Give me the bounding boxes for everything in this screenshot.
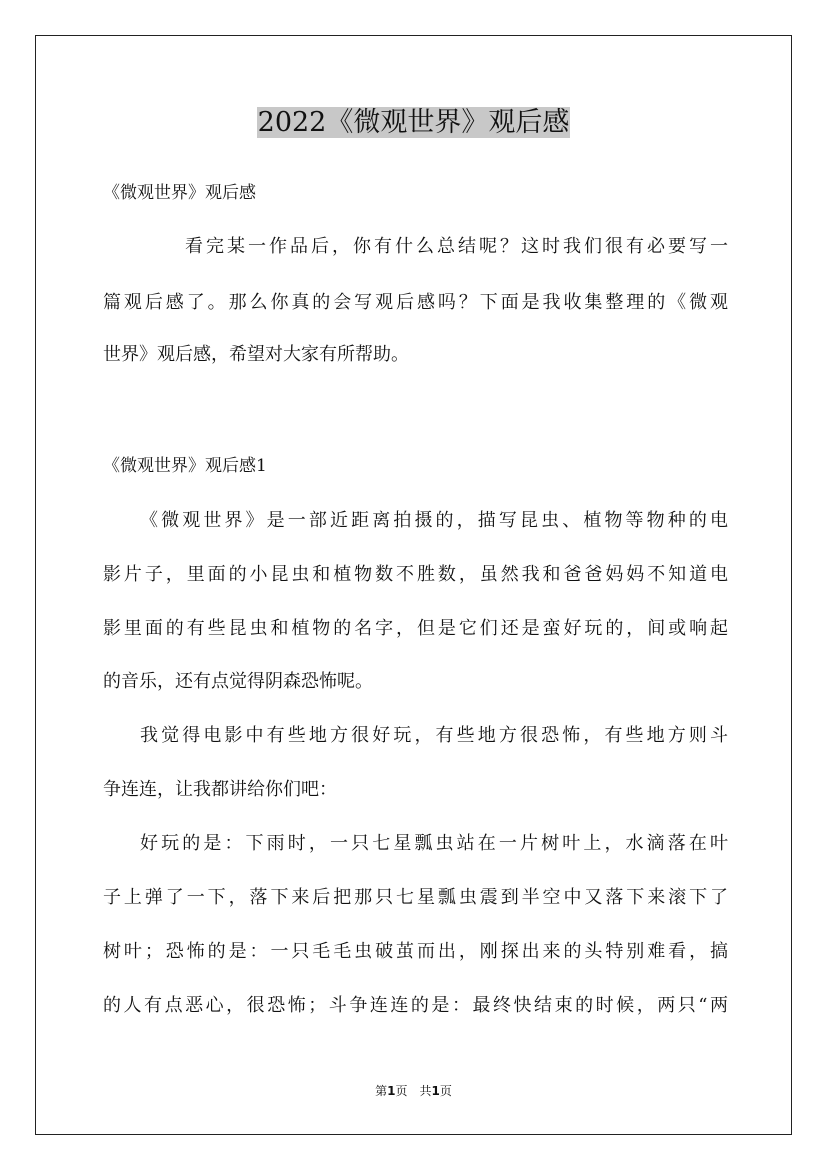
paragraph-3-line-3: 树叶；恐怖的是：一只毛毛虫破茧而出，刚探出来的头特别难看，搞 <box>103 941 728 962</box>
intro-line-1: 看完某一作品后，你有什么总结呢？这时我们很有必要写一 <box>185 236 728 257</box>
paragraph-2-line-1: 我觉得电影中有些地方很好玩，有些地方很恐怖，有些地方则斗 <box>140 725 728 746</box>
paragraph-2-line-2: 争连连，让我都讲给你们吧： <box>103 779 337 800</box>
intro-line-3: 世界》观后感，希望对大家有所帮助。 <box>103 344 409 365</box>
paragraph-1-line-2: 影片子，里面的小昆虫和植物数不胜数，虽然我和爸爸妈妈不知道电 <box>103 564 728 585</box>
page-footer <box>0 1082 827 1100</box>
page-label-mid: 页 共 <box>395 1084 432 1098</box>
intro-line-2: 篇观后感了。那么你真的会写观后感吗？下面是我收集整理的《微观 <box>103 292 728 313</box>
paragraph-3-line-1: 好玩的是：下雨时，一只七星瓢虫站在一片树叶上，水滴落在叶 <box>140 833 728 854</box>
paragraph-3-line-4: 的人有点恶心，很恐怖；斗争连连的是：最终快结束的时候，两只“两 <box>103 995 728 1016</box>
page-current: 1 <box>387 1084 396 1098</box>
page-label-prefix: 第 <box>375 1084 388 1098</box>
page-label-suffix: 页 <box>439 1084 452 1098</box>
document-title <box>0 104 827 142</box>
paragraph-1-line-3: 影里面的有些昆虫和植物的名字，但是它们还是蛮好玩的，间或响起 <box>103 618 728 639</box>
paragraph-1-line-1: 《微观世界》是一部近距离拍摄的，描写昆虫、植物等物种的电 <box>140 510 728 531</box>
section1-heading: 《微观世界》观后感1 <box>103 456 267 476</box>
page-total: 1 <box>431 1084 440 1098</box>
paragraph-3-line-2: 子上弹了一下，落下来后把那只七星瓢虫震到半空中又落下来滚下了 <box>103 887 728 908</box>
paragraph-1-line-4: 的音乐，还有点觉得阴森恐怖呢。 <box>103 671 373 692</box>
intro-heading: 《微观世界》观后感 <box>103 183 256 203</box>
document-title-text: 2022《微观世界》观后感 <box>257 107 570 138</box>
